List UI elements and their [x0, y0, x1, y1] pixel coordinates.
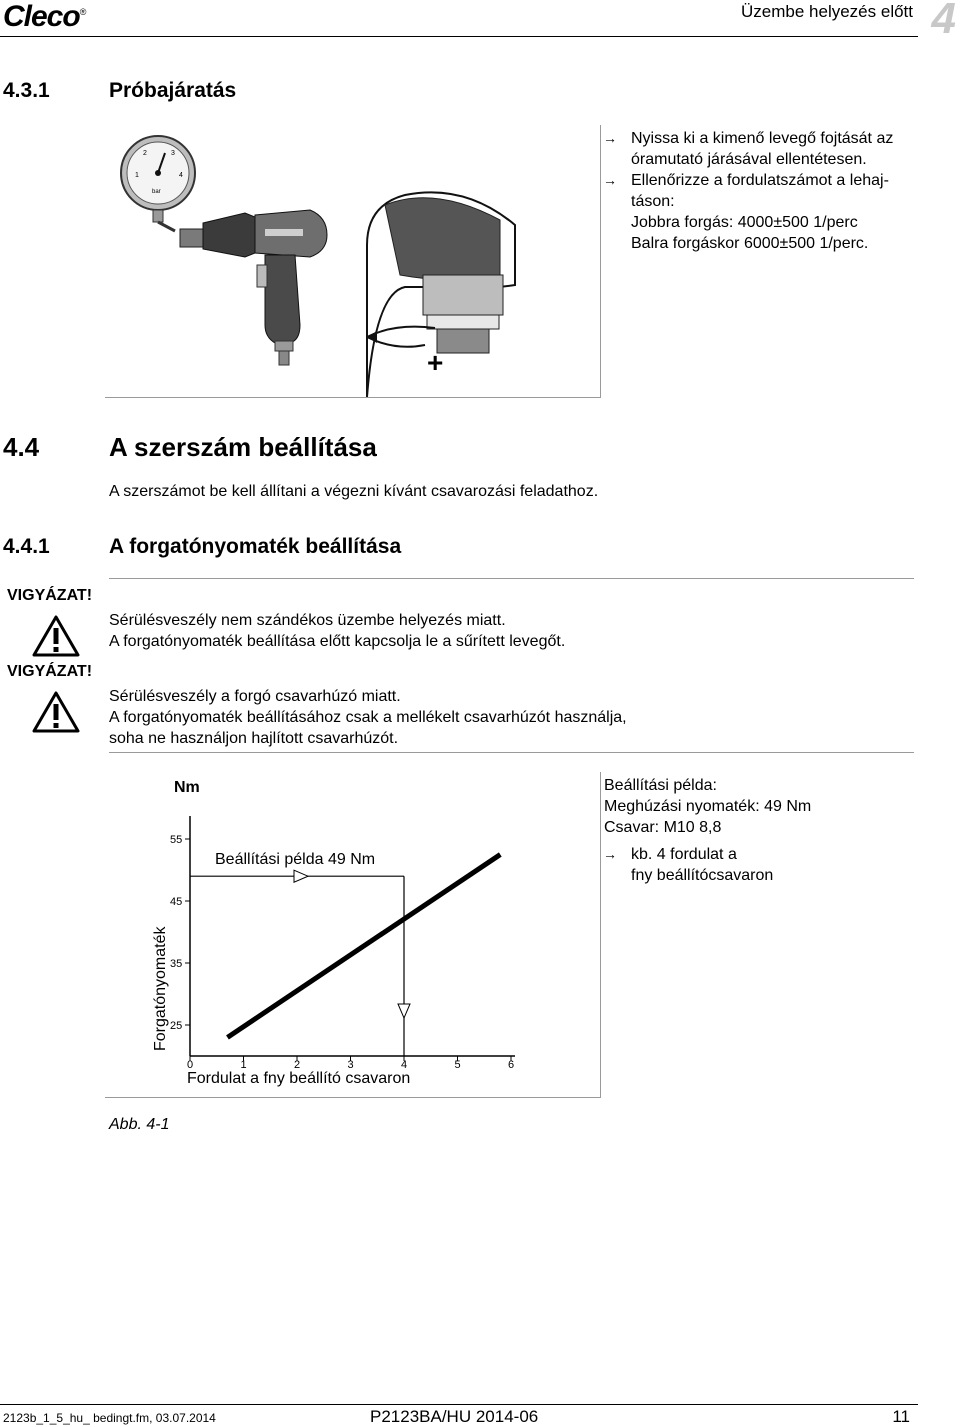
x-tick-label: 4: [401, 1059, 408, 1071]
svg-text:3: 3: [171, 150, 175, 157]
warning-text-line: A forgatónyomaték beállításához csak a mellékelt csavarhúzót használja,: [109, 709, 627, 726]
warning-top-rule: [109, 578, 914, 579]
torque-chart-box: [105, 772, 601, 1098]
pressure-gauge-icon: [121, 136, 195, 231]
warning-triangle-icon: [32, 614, 80, 658]
x-tick-label: 0: [187, 1059, 194, 1071]
cleco-logo: Cleco®: [3, 0, 86, 33]
warning-label: VIGYÁZAT!: [7, 587, 93, 604]
svg-text:2: 2: [143, 150, 147, 157]
y-tick-label: 45: [170, 896, 183, 908]
annotation-arrow-right: [294, 870, 308, 882]
warning-text-line: soha ne használjon hajlított csavarhúzót.: [109, 730, 399, 747]
y-unit-label: Nm: [174, 779, 200, 796]
warning-text-line: Sérülésveszély nem szándékos üzembe helyezés miatt.: [109, 612, 506, 629]
annotation-label: Beállítási példa 49 Nm: [215, 851, 376, 869]
rotation-plus-sign: +: [427, 347, 444, 378]
section-431-number: 4.3.1: [3, 79, 50, 102]
footer-rule: [0, 1404, 918, 1405]
x-tick-label: 2: [294, 1059, 301, 1071]
warning-text-line: A forgatónyomaték beállítása előtt kapcsolja le a sűrített levegőt.: [109, 633, 566, 650]
torque-chart: [105, 772, 600, 1097]
section-441-number: 4.4.1: [3, 535, 50, 558]
y-tick-label: 35: [170, 958, 183, 970]
trial-run-steps: [601, 128, 931, 254]
step-item: → Nyissa ki a kimenő levegő fojtását az óramutató járásával ellentétesen.: [601, 128, 931, 170]
chapter-number: 4: [931, 0, 956, 43]
y-tick-label: 25: [170, 1020, 183, 1032]
footer-page-number: 11: [892, 1407, 910, 1426]
header-title: Üzembe helyezés előtt: [741, 2, 913, 21]
svg-text:4: 4: [179, 172, 183, 179]
svg-text:1: 1: [135, 172, 139, 179]
x-axis-label: Fordulat a fny beállító csavaron: [187, 1070, 411, 1087]
section-44-number: 4.4: [3, 432, 40, 462]
footer-file: 2123b_1_5_hu_ bedingt.fm, 03.07.2014: [3, 1411, 216, 1425]
footer-doc-id: P2123BA/HU 2014-06: [370, 1407, 539, 1426]
example-line: Meghúzási nyomaték: 49 Nm: [604, 798, 812, 815]
tool-figure: [105, 125, 601, 398]
section-44-title: A szerszám beállítása: [109, 432, 377, 462]
screwdriver-tool-icon: [180, 210, 327, 365]
figure-caption: Abb. 4-1: [109, 1116, 170, 1133]
section-431-title: Próbajáratás: [109, 79, 237, 102]
x-tick-label: 3: [347, 1059, 354, 1071]
warning-triangle-icon: [32, 690, 80, 734]
y-axis-label: Forgatónyomaték: [152, 926, 169, 1051]
warning-text-line: Sérülésveszély a forgó csavarhúzó miatt.: [109, 688, 401, 705]
warning-label: VIGYÁZAT!: [7, 663, 93, 680]
step-item: → Ellenőrizze a fordulatszámot a lehaj- táson: Jobbra forgás: 4000±500 1/perc Balra forgáskor 6000±500 1/perc.: [601, 170, 931, 254]
y-tick-label: 55: [170, 834, 183, 846]
example-result-item: → kb. 4 fordulat a fny beállítócsavaron: [601, 844, 901, 886]
example-line: Csavar: M10 8,8: [604, 819, 722, 836]
example-result: [601, 844, 901, 886]
torque-line: [227, 855, 500, 1038]
warning-bottom-rule: [109, 752, 914, 753]
x-tick-label: 5: [454, 1059, 461, 1071]
header-rule: [0, 36, 918, 37]
section-44-text: A szerszámot be kell állítani a végezni kívánt csavarozási feladathoz.: [109, 483, 599, 500]
annotation-arrow-down: [398, 1004, 410, 1018]
example-line: Beállítási példa:: [604, 777, 717, 794]
svg-text:bar: bar: [152, 189, 161, 195]
x-tick-label: 1: [240, 1059, 247, 1071]
x-tick-label: 6: [508, 1059, 515, 1071]
section-441-title: A forgatónyomaték beállítása: [109, 535, 402, 558]
